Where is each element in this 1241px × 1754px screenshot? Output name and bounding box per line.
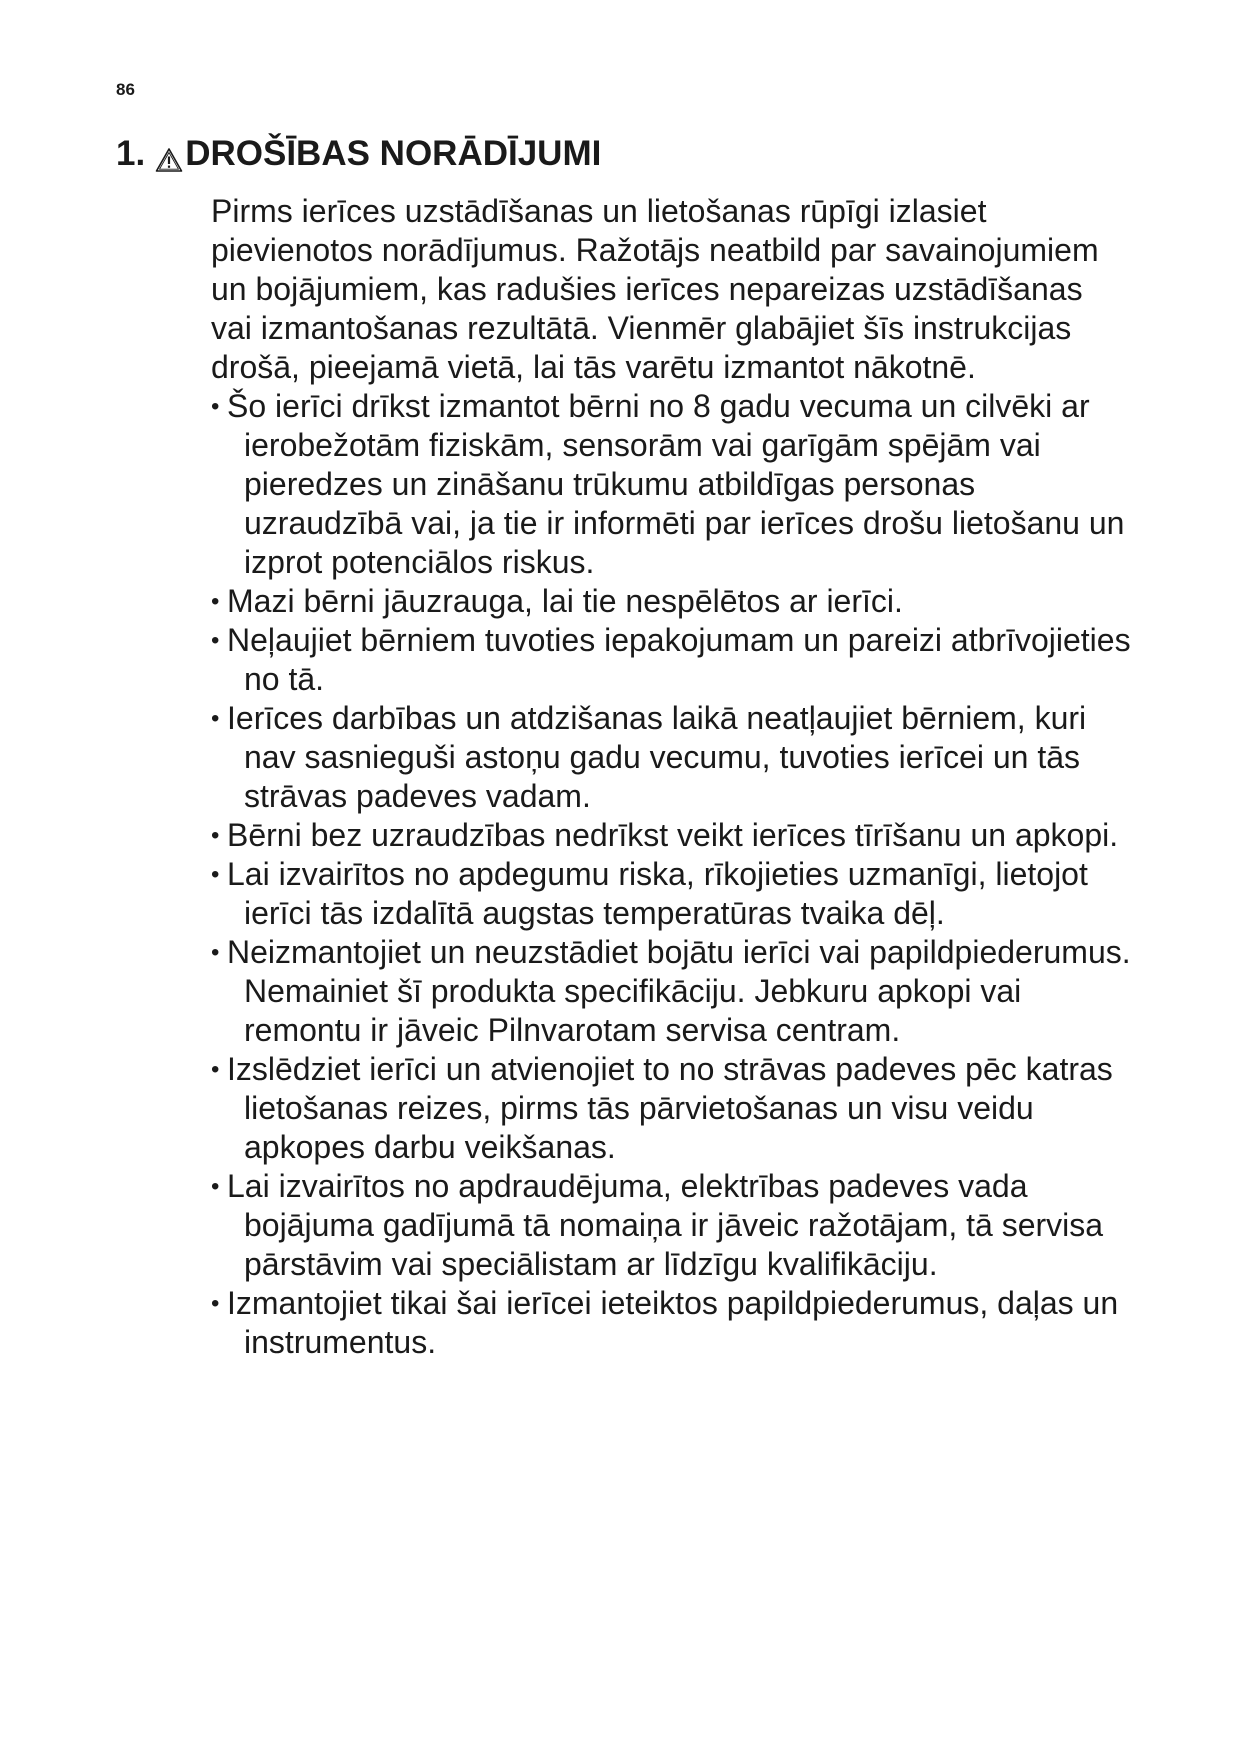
bullet-marker: • <box>211 393 220 420</box>
bullet-marker: • <box>211 1290 220 1317</box>
bullet-marker: • <box>211 705 220 732</box>
intro-paragraph: Pirms ierīces uzstādīšanas un lietošanas rūpīgi izlasiet pievienotos norādījumus. Ražotājs neatbild par savainojumiem un bojājumiem, kas radušies ierīces nepareizas uzstādīšanas vai izmantošanas rezultātā. Vienmēr glabājiet šīs instrukcijas drošā, pieejamā vietā, lai tās varētu izmantot nākotnē. <box>211 193 1099 385</box>
list-item <box>211 1050 1131 1167</box>
list-item <box>211 582 1131 621</box>
bullet-text: Mazi bērni jāuzrauga, lai tie nespēlētos ar ierīci. <box>227 583 903 619</box>
list-item <box>211 855 1131 933</box>
list-item <box>211 1284 1131 1362</box>
bullet-text: Izmantojiet tikai šai ierīcei ieteiktos papildpiederumus, daļas un instrumentus. <box>227 1285 1119 1360</box>
bullet-marker: • <box>211 1056 220 1083</box>
page-number: 86 <box>116 80 135 99</box>
bullet-marker: • <box>211 861 220 888</box>
list-item <box>211 387 1131 582</box>
bullet-text: Lai izvairītos no apdraudējuma, elektrības padeves vada bojājuma gadījumā tā nomaiņa ir jāveic ražotājam, tā servisa pārstāvim vai speciālistam ar līdzīgu kvalifikāciju. <box>227 1168 1104 1282</box>
section-number: 1. <box>116 134 146 173</box>
bullet-marker: • <box>211 588 220 615</box>
section-title: DROŠĪBAS NORĀDĪJUMI <box>185 134 602 173</box>
bullet-text: Bērni bez uzraudzības nedrīkst veikt ierīces tīrīšanu un apkopi. <box>227 817 1119 853</box>
safety-instructions <box>211 192 1131 1362</box>
section-heading <box>116 133 601 175</box>
bullet-marker: • <box>211 627 220 654</box>
list-item <box>211 1167 1131 1284</box>
bullet-text: Izslēdziet ierīci un atvienojiet to no strāvas padeves pēc katras lietošanas reizes, pirms tās pārvietošanas un visu veidu apkopes darbu veikšanas. <box>227 1051 1113 1165</box>
bullet-text: Neļaujiet bērniem tuvoties iepakojumam un pareizi atbrīvojieties no tā. <box>227 622 1131 697</box>
bullet-text: Ierīces darbības un atdzišanas laikā neatļaujiet bērniem, kuri nav sasnieguši astoņu gadu vecumu, tuvoties ierīcei un tās strāvas padeves vadam. <box>227 700 1087 814</box>
bullet-marker: • <box>211 822 220 849</box>
warning-triangle-icon <box>155 141 183 167</box>
bullet-marker: • <box>211 939 220 966</box>
bullet-text: Lai izvairītos no apdegumu riska, rīkojieties uzmanīgi, lietojot ierīci tās izdalītā augstas temperatūras tvaika dēļ. <box>227 856 1088 931</box>
safety-bullet-list <box>211 387 1131 1362</box>
list-item <box>211 816 1131 855</box>
list-item <box>211 621 1131 699</box>
list-item <box>211 933 1131 1050</box>
bullet-text: Šo ierīci drīkst izmantot bērni no 8 gadu vecuma un cilvēki ar ierobežotām fiziskām, sensorām vai garīgām spējām vai pieredzes un zināšanu trūkumu atbildīgas personas uzraudzībā vai, ja tie ir informēti par ierīces drošu lietošanu un izprot potenciālos riskus. <box>227 388 1125 580</box>
bullet-text: Neizmantojiet un neuzstādiet bojātu ierīci vai papildpiederumus. Nemainiet šī produkta specifikāciju. Jebkuru apkopi vai remontu ir jāveic Pilnvarotam servisa centram. <box>227 934 1131 1048</box>
bullet-marker: • <box>211 1173 220 1200</box>
list-item <box>211 699 1131 816</box>
